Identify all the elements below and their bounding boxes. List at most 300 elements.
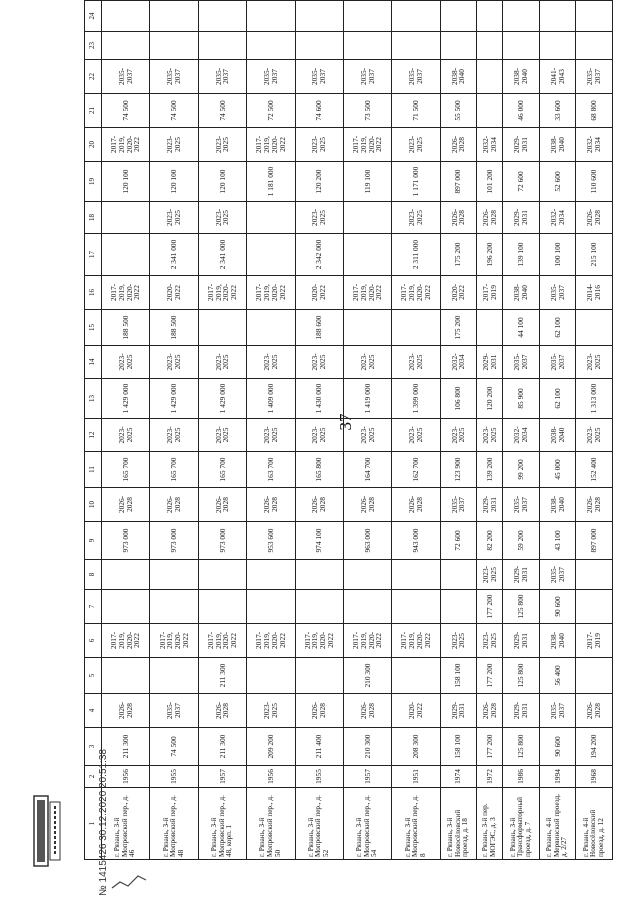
address-cell: г. Рязань, 3-й Мопровский пер., д. 48, корп. 1 [198, 788, 246, 860]
table-cell: 2017-2019, 2020-2022 [343, 624, 391, 658]
schedule-table-container [84, 12, 613, 860]
table-cell: 2029-2031 [503, 560, 539, 590]
table-cell [150, 1, 198, 32]
table-cell: 2029-2031 [477, 488, 503, 522]
column-header: 14 [85, 346, 102, 379]
table-cell: 158 100 [440, 658, 476, 694]
table-cell: 973 000 [198, 522, 246, 560]
table-cell [392, 310, 440, 346]
table-cell: 2035-2037 [150, 694, 198, 728]
signature-mark-icon [110, 872, 150, 892]
table-cell: 897 000 [576, 522, 613, 560]
table-cell: 210 300 [343, 728, 391, 766]
column-header: 24 [85, 1, 102, 32]
table-cell: 162 700 [392, 452, 440, 488]
table-cell [343, 1, 391, 32]
column-header: 13 [85, 379, 102, 419]
column-header: 5 [85, 658, 102, 694]
table-cell: 44 100 [503, 310, 539, 346]
table-cell: 2032-2034 [503, 419, 539, 452]
table-cell: 2017-2019, 2020-2022 [102, 276, 150, 310]
table-cell: 46 000 [503, 94, 539, 128]
address-cell: г. Рязань, 3-й Мопровский пер., д. 8 [392, 788, 440, 860]
table-cell: 2038-2040 [503, 276, 539, 310]
document-footer-stamp: № 1415426 30.12.2020 20:51:38 [98, 749, 109, 896]
table-cell [247, 310, 295, 346]
table-cell: 74 500 [150, 728, 198, 766]
table-cell: 120 100 [198, 162, 246, 202]
address-cell: г. Рязань, 4-й Мервинский проезд, д. 2/27 [539, 788, 575, 860]
table-cell: 188 500 [102, 310, 150, 346]
table-cell: 973 000 [102, 522, 150, 560]
table-cell: 2035-2037 [295, 60, 343, 94]
table-cell [477, 32, 503, 60]
table-row [392, 1, 440, 860]
table-cell: 953 600 [247, 522, 295, 560]
table-cell: 196 200 [477, 234, 503, 276]
table-cell: 1 181 000 [247, 162, 295, 202]
table-cell: 1 399 000 [392, 379, 440, 419]
table-cell: 2017-2019, 2020-2022 [247, 624, 295, 658]
table-cell: 2023-2025 [150, 202, 198, 234]
table-cell: 2 341 000 [150, 234, 198, 276]
table-cell: 1951 [392, 766, 440, 788]
table-cell: 963 000 [343, 522, 391, 560]
table-cell: 43 100 [539, 522, 575, 560]
table-cell: 194 200 [576, 728, 613, 766]
table-row [343, 1, 391, 860]
table-cell [440, 32, 476, 60]
table-cell: 165 700 [102, 452, 150, 488]
table-cell: 1955 [150, 766, 198, 788]
table-cell [343, 590, 391, 624]
table-cell: 211 300 [198, 658, 246, 694]
table-cell: 2 341 000 [198, 234, 246, 276]
table-cell: 175 200 [440, 234, 476, 276]
table-cell: 2023-2025 [576, 346, 613, 379]
table-cell: 2038-2040 [539, 624, 575, 658]
table-cell [477, 60, 503, 94]
table-cell: 2017-2019, 2020-2022 [247, 128, 295, 162]
table-cell: 74 500 [198, 94, 246, 128]
table-cell: 164 700 [343, 452, 391, 488]
table-cell [477, 1, 503, 32]
table-cell: 2023-2025 [295, 346, 343, 379]
table-cell: 2038-2040 [503, 60, 539, 94]
table-cell: 2032-2034 [440, 346, 476, 379]
table-cell: 99 200 [503, 452, 539, 488]
table-cell: 2038-2040 [539, 128, 575, 162]
table-cell: 2035-2037 [539, 694, 575, 728]
table-cell: 2035-2037 [440, 488, 476, 522]
table-cell: 74 500 [150, 94, 198, 128]
table-cell [247, 590, 295, 624]
table-cell: 1 409 000 [247, 379, 295, 419]
table-cell: 2029-2031 [440, 694, 476, 728]
table-cell: 2017-2019 [576, 624, 613, 658]
table-cell: 2023-2025 [343, 419, 391, 452]
table-cell [503, 32, 539, 60]
table-cell [198, 560, 246, 590]
table-cell [295, 590, 343, 624]
table-cell: 2023-2025 [392, 419, 440, 452]
table-cell: 1 313 000 [576, 379, 613, 419]
table-cell [343, 310, 391, 346]
table-cell: 2023-2025 [150, 128, 198, 162]
table-cell [343, 560, 391, 590]
table-cell: 2026-2028 [477, 202, 503, 234]
column-header: 9 [85, 522, 102, 560]
table-cell: 82 200 [477, 522, 503, 560]
table-row [477, 1, 503, 860]
table-cell: 2023-2025 [198, 128, 246, 162]
table-cell [295, 1, 343, 32]
table-cell: 2023-2025 [295, 128, 343, 162]
table-cell: 33 600 [539, 94, 575, 128]
table-cell [440, 590, 476, 624]
table-cell: 2035-2037 [576, 60, 613, 94]
address-cell: г. Рязань, 3-й Мопровский пер., д. 50 [247, 788, 295, 860]
address-cell: г. Рязань, 3-й Мопровский пер., д. 52 [295, 788, 343, 860]
table-cell: 943 000 [392, 522, 440, 560]
table-cell: 165 800 [295, 452, 343, 488]
table-cell: 2020-2022 [392, 694, 440, 728]
table-cell: 2026-2028 [198, 488, 246, 522]
table-cell [343, 32, 391, 60]
table-cell: 101 200 [477, 162, 503, 202]
table-cell: 2017-2019, 2020-2022 [102, 624, 150, 658]
table-cell: 2026-2028 [343, 488, 391, 522]
table-cell: 2026-2028 [198, 694, 246, 728]
table-cell [392, 590, 440, 624]
table-cell: 2026-2028 [295, 694, 343, 728]
table-cell: 2023-2025 [247, 694, 295, 728]
table-cell: 100 100 [539, 234, 575, 276]
table-row [295, 1, 343, 860]
table-cell: 2023-2025 [477, 624, 503, 658]
table-cell: 2017-2019, 2020-2022 [198, 624, 246, 658]
table-cell: 2035-2037 [503, 488, 539, 522]
table-cell [477, 94, 503, 128]
table-cell [247, 560, 295, 590]
table-cell [247, 32, 295, 60]
table-cell: 123 900 [440, 452, 476, 488]
table-cell: 52 600 [539, 162, 575, 202]
table-cell: 72 500 [247, 94, 295, 128]
table-cell: 152 400 [576, 452, 613, 488]
table-cell: 120 100 [150, 162, 198, 202]
table-cell: 2041-2043 [539, 60, 575, 94]
table-cell: 72 600 [503, 162, 539, 202]
table-cell: 2026-2028 [440, 202, 476, 234]
table-cell: 211 300 [102, 728, 150, 766]
address-cell: г. Рязань, 3-й Мопровский пер., д. 54 [343, 788, 391, 860]
table-cell [295, 658, 343, 694]
table-cell: 2023-2025 [392, 202, 440, 234]
table-cell: 2026-2028 [576, 202, 613, 234]
table-cell [247, 1, 295, 32]
column-header: 4 [85, 694, 102, 728]
table-cell: 2026-2028 [247, 488, 295, 522]
table-cell [576, 590, 613, 624]
table-cell: 2035-2037 [503, 346, 539, 379]
table-cell: 2023-2025 [477, 560, 503, 590]
table-cell: 56 400 [539, 658, 575, 694]
table-cell: 2035-2037 [150, 60, 198, 94]
table-cell: 90 600 [539, 728, 575, 766]
table-cell: 2038-2040 [539, 488, 575, 522]
table-cell [576, 658, 613, 694]
table-cell: 188 600 [295, 310, 343, 346]
column-header: 10 [85, 488, 102, 522]
table-cell [198, 590, 246, 624]
table-cell: 2023-2025 [102, 346, 150, 379]
table-cell: 1994 [539, 766, 575, 788]
table-cell [102, 234, 150, 276]
table-row [440, 1, 476, 860]
column-header: 19 [85, 162, 102, 202]
table-cell: 139 200 [477, 452, 503, 488]
table-cell: 119 100 [343, 162, 391, 202]
table-cell: 2026-2028 [150, 488, 198, 522]
table-cell: 188 500 [150, 310, 198, 346]
table-cell [247, 202, 295, 234]
table-cell: 62 100 [539, 379, 575, 419]
column-header: 16 [85, 276, 102, 310]
table-cell: 2029-2031 [503, 624, 539, 658]
table-row [247, 1, 295, 860]
table-cell [295, 560, 343, 590]
table-cell: 2038-2040 [440, 60, 476, 94]
table-cell [392, 32, 440, 60]
table-cell: 215 100 [576, 234, 613, 276]
table-row [198, 1, 246, 860]
table-cell: 177 200 [477, 590, 503, 624]
table-cell: 177 200 [477, 658, 503, 694]
table-cell [576, 560, 613, 590]
table-cell: 68 800 [576, 94, 613, 128]
table-cell: 1956 [247, 766, 295, 788]
table-cell: 2035-2037 [247, 60, 295, 94]
table-row [576, 1, 613, 860]
table-cell: 120 200 [477, 379, 503, 419]
stamp-seal-icon [28, 792, 68, 870]
capital-repair-schedule-table [84, 0, 613, 860]
table-cell: 2023-2025 [477, 419, 503, 452]
table-cell: 2029-2031 [477, 346, 503, 379]
table-cell [503, 1, 539, 32]
address-cell: г. Рязань, 3-й Трансформаторный проезд, д. 7 [503, 788, 539, 860]
table-cell: 210 300 [343, 658, 391, 694]
table-cell: 1974 [440, 766, 476, 788]
table-cell: 2032-2034 [539, 202, 575, 234]
table-cell: 120 200 [295, 162, 343, 202]
table-row [503, 1, 539, 860]
table-cell: 2023-2025 [247, 346, 295, 379]
table-cell: 45 000 [539, 452, 575, 488]
table-cell: 2032-2034 [576, 128, 613, 162]
table-cell: 1957 [343, 766, 391, 788]
table-cell: 2035-2037 [539, 276, 575, 310]
page-number: 37 [336, 413, 355, 431]
table-cell [576, 310, 613, 346]
table-cell: 165 700 [150, 452, 198, 488]
table-cell [539, 1, 575, 32]
table-cell: 2023-2025 [392, 128, 440, 162]
table-cell: 2023-2025 [576, 419, 613, 452]
table-cell: 1 171 000 [392, 162, 440, 202]
column-header: 21 [85, 94, 102, 128]
table-cell: 2035-2037 [198, 60, 246, 94]
table-cell: 74 600 [295, 94, 343, 128]
table-cell: 2023-2025 [440, 419, 476, 452]
table-cell: 2023-2025 [440, 624, 476, 658]
table-cell: 2017-2019, 2020-2022 [392, 624, 440, 658]
table-cell [150, 658, 198, 694]
table-cell: 2017-2019, 2020-2022 [343, 276, 391, 310]
table-cell [198, 1, 246, 32]
table-cell [150, 32, 198, 60]
table-cell: 2023-2025 [150, 346, 198, 379]
table-cell: 2 342 000 [295, 234, 343, 276]
table-cell: 2026-2028 [343, 694, 391, 728]
column-header: 7 [85, 590, 102, 624]
table-cell [440, 1, 476, 32]
table-cell: 2023-2025 [198, 346, 246, 379]
table-cell [198, 32, 246, 60]
column-header: 11 [85, 452, 102, 488]
table-cell [295, 32, 343, 60]
table-cell: 2023-2025 [392, 346, 440, 379]
table-cell: 1 419 000 [343, 379, 391, 419]
table-cell: 1 430 000 [295, 379, 343, 419]
table-cell: 2017-2019 [477, 276, 503, 310]
table-cell: 125 800 [503, 590, 539, 624]
table-cell: 106 800 [440, 379, 476, 419]
table-cell: 1972 [477, 766, 503, 788]
table-cell [576, 32, 613, 60]
table-cell [102, 202, 150, 234]
column-header: 1 [85, 788, 102, 860]
table-cell [150, 560, 198, 590]
table-cell [150, 590, 198, 624]
column-header: 12 [85, 419, 102, 452]
table-cell: 2035-2037 [343, 60, 391, 94]
table-cell: 90 600 [539, 590, 575, 624]
table-cell: 2035-2037 [539, 346, 575, 379]
table-cell: 1986 [503, 766, 539, 788]
table-cell: 211 400 [295, 728, 343, 766]
table-cell: 2014-2016 [576, 276, 613, 310]
table-cell: 2026-2028 [392, 488, 440, 522]
table-cell: 2029-2031 [503, 128, 539, 162]
table-cell [102, 1, 150, 32]
table-cell: 73 500 [343, 94, 391, 128]
table-cell [392, 560, 440, 590]
table-cell [440, 560, 476, 590]
table-cell [343, 202, 391, 234]
table-cell [576, 1, 613, 32]
table-cell: 2017-2019, 2020-2022 [198, 276, 246, 310]
table-cell [247, 234, 295, 276]
table-cell: 897 000 [440, 162, 476, 202]
table-cell: 177 200 [477, 728, 503, 766]
table-cell: 208 300 [392, 728, 440, 766]
column-header: 17 [85, 234, 102, 276]
table-cell [247, 658, 295, 694]
table-cell: 974 100 [295, 522, 343, 560]
table-cell: 2026-2028 [102, 488, 150, 522]
table-cell: 163 700 [247, 452, 295, 488]
table-cell: 120 100 [102, 162, 150, 202]
table-cell [477, 310, 503, 346]
column-header: 18 [85, 202, 102, 234]
table-cell: 2017-2019, 2020-2022 [343, 128, 391, 162]
table-cell: 973 000 [150, 522, 198, 560]
column-header: 8 [85, 560, 102, 590]
table-cell: 209 200 [247, 728, 295, 766]
table-row [539, 1, 575, 860]
table-cell: 2026-2028 [102, 694, 150, 728]
table-cell: 2017-2019, 2020-2022 [150, 624, 198, 658]
table-cell: 139 100 [503, 234, 539, 276]
column-header: 15 [85, 310, 102, 346]
table-cell: 59 200 [503, 522, 539, 560]
table-cell: 2026-2028 [576, 694, 613, 728]
table-cell: 2023-2025 [295, 419, 343, 452]
table-cell: 110 600 [576, 162, 613, 202]
table-cell: 2017-2019, 2020-2022 [102, 128, 150, 162]
table-cell: 2026-2028 [477, 694, 503, 728]
table-cell: 2020-2022 [150, 276, 198, 310]
address-cell: г. Рязань, 3-й Мопровский пер., д. 48 [150, 788, 198, 860]
table-cell: 2017-2019, 2020-2022 [295, 624, 343, 658]
table-cell [392, 658, 440, 694]
table-cell: 2 311 000 [392, 234, 440, 276]
table-row [150, 1, 198, 860]
table-cell: 2020-2022 [295, 276, 343, 310]
table-cell: 2017-2019, 2020-2022 [392, 276, 440, 310]
table-cell: 74 500 [102, 94, 150, 128]
table-cell: 2023-2025 [343, 346, 391, 379]
table-cell: 175 200 [440, 310, 476, 346]
column-header: 23 [85, 32, 102, 60]
column-header: 20 [85, 128, 102, 162]
table-cell: 1957 [198, 766, 246, 788]
table-cell: 2023-2025 [198, 202, 246, 234]
column-header: 3 [85, 728, 102, 766]
table-cell: 62 100 [539, 310, 575, 346]
table-cell: 2035-2037 [102, 60, 150, 94]
table-cell: 2026-2028 [440, 128, 476, 162]
table-cell: 2035-2037 [539, 560, 575, 590]
table-cell [198, 310, 246, 346]
table-cell: 2029-2031 [503, 694, 539, 728]
table-cell [343, 234, 391, 276]
table-cell: 2035-2037 [392, 60, 440, 94]
table-cell: 2023-2025 [247, 419, 295, 452]
column-header: 22 [85, 60, 102, 94]
table-cell: 2029-2031 [503, 202, 539, 234]
table-cell [102, 32, 150, 60]
table-cell: 2032-2034 [477, 128, 503, 162]
table-cell: 2023-2025 [150, 419, 198, 452]
table-cell: 1 429 000 [102, 379, 150, 419]
table-cell: 1956 [102, 766, 150, 788]
table-cell: 125 800 [503, 728, 539, 766]
table-cell: 158 100 [440, 728, 476, 766]
table-cell: 2017-2019, 2020-2022 [247, 276, 295, 310]
